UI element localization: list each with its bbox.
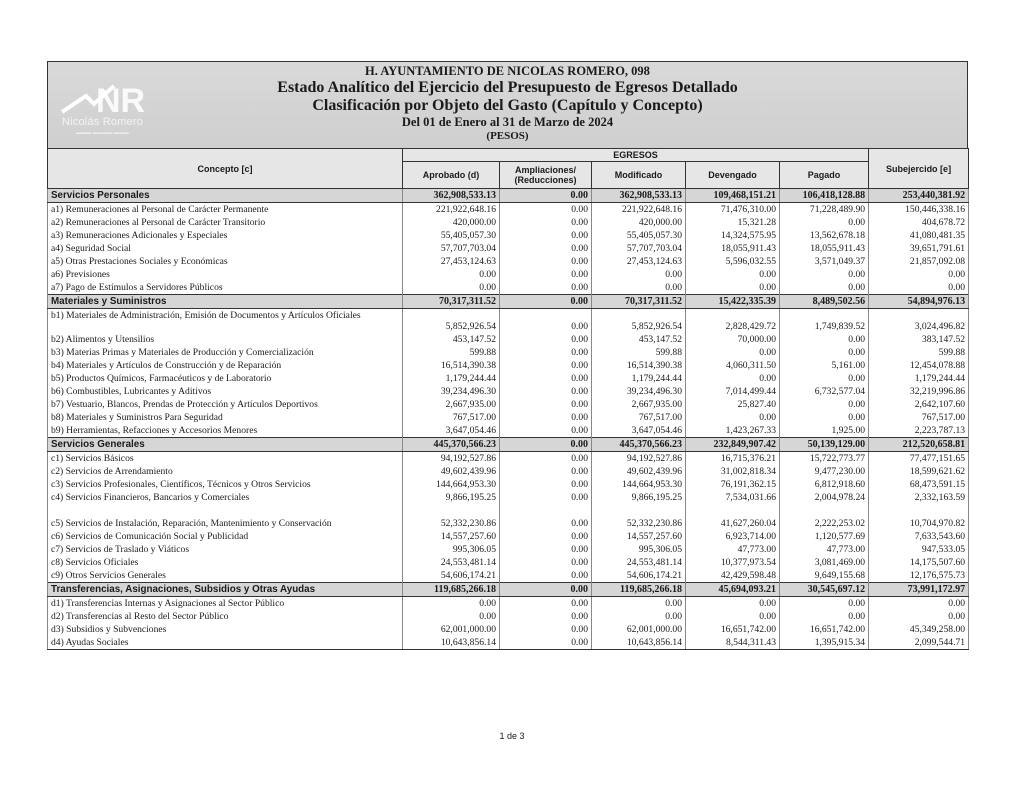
report-header <box>47 61 968 148</box>
cell-concepto: d3) Subsidios y Subvenciones <box>48 623 403 636</box>
cell-subejercido: 599.88 <box>869 346 969 359</box>
cell-modificado: 144,664,953.30 <box>592 478 686 491</box>
cell-aprobado: 3,647,054.46 <box>403 424 500 438</box>
cell-modificado: 16,514,390.38 <box>592 359 686 372</box>
cell-ampliaciones: 0.00 <box>500 242 592 255</box>
table-row <box>48 543 969 556</box>
cell-aprobado: 52,332,230.86 <box>403 504 500 530</box>
cell-ampliaciones: 0.00 <box>500 636 592 650</box>
cell-devengado: 16,651,742.00 <box>686 623 780 636</box>
category-row <box>48 189 969 203</box>
cell-aprobado: 39,234,496.30 <box>403 385 500 398</box>
cell-aprobado: 62,001,000.00 <box>403 623 500 636</box>
cell-aprobado: 14,557,257.60 <box>403 530 500 543</box>
cell-concepto: d1) Transferencias Internas y Asignaciones al Sector Público <box>48 597 403 611</box>
cell-subejercido: 41,080,481.35 <box>869 229 969 242</box>
cell-modificado: 420,000.00 <box>592 216 686 229</box>
report-sheet <box>47 61 968 650</box>
cell-pagado: 0.00 <box>780 281 869 295</box>
cell-subejercido: 21,857,092.08 <box>869 255 969 268</box>
cell-pagado: 106,418,128.88 <box>780 189 869 203</box>
cell-devengado: 2,828,429.72 <box>686 309 780 334</box>
cell-pagado: 5,161.00 <box>780 359 869 372</box>
cell-devengado: 7,534,031.66 <box>686 491 780 504</box>
report-title: Estado Analítico del Ejercicio del Presupuesto de Egresos Detallado <box>277 79 738 96</box>
cell-aprobado: 94,192,527.86 <box>403 452 500 466</box>
cell-concepto: c5) Servicios de Instalación, Reparación, Mantenimiento y Conservación <box>48 504 403 530</box>
cell-pagado: 8,489,502.56 <box>780 295 869 309</box>
cell-ampliaciones: 0.00 <box>500 281 592 295</box>
cell-devengado: 0.00 <box>686 268 780 281</box>
cell-subejercido: 18,599,621.62 <box>869 465 969 478</box>
cell-pagado: 0.00 <box>780 411 869 424</box>
cell-devengado: 16,715,376.21 <box>686 452 780 466</box>
cell-devengado: 1,423,267.33 <box>686 424 780 438</box>
cell-aprobado: 995,306.05 <box>403 543 500 556</box>
category-row <box>48 583 969 597</box>
table-row <box>48 398 969 411</box>
table-row <box>48 309 969 334</box>
cell-concepto: c6) Servicios de Comunicación Social y Publicidad <box>48 530 403 543</box>
cell-subejercido: 150,446,338.16 <box>869 203 969 217</box>
cell-modificado: 0.00 <box>592 597 686 611</box>
cell-subejercido: 2,642,107.60 <box>869 398 969 411</box>
category-row <box>48 438 969 452</box>
cell-aprobado: 599.88 <box>403 346 500 359</box>
cell-pagado: 13,562,678.18 <box>780 229 869 242</box>
cell-subejercido: 212,520,658.81 <box>869 438 969 452</box>
cell-devengado: 18,055,911.43 <box>686 242 780 255</box>
table-row <box>48 424 969 438</box>
cell-modificado: 119,685,266.18 <box>592 583 686 597</box>
table-row <box>48 385 969 398</box>
logo-text: Nicolás Romero <box>62 116 144 128</box>
cell-concepto: c1) Servicios Básicos <box>48 452 403 466</box>
cell-subejercido: 68,473,591.15 <box>869 478 969 491</box>
cell-ampliaciones: 0.00 <box>500 569 592 583</box>
cell-pagado: 0.00 <box>780 268 869 281</box>
cell-subejercido: 253,440,381.92 <box>869 189 969 203</box>
table-row <box>48 281 969 295</box>
cell-subejercido: 77,477,151.65 <box>869 452 969 466</box>
cell-aprobado: 445,370,566.23 <box>403 438 500 452</box>
cell-concepto: c9) Otros Servicios Generales <box>48 569 403 583</box>
table-row <box>48 623 969 636</box>
cell-concepto: a2) Remuneraciones al Personal de Carácter Transitorio <box>48 216 403 229</box>
cell-subejercido: 1,179,244.44 <box>869 372 969 385</box>
cell-aprobado: 49,602,439.96 <box>403 465 500 478</box>
cell-ampliaciones: 0.00 <box>500 543 592 556</box>
cell-aprobado: 0.00 <box>403 597 500 611</box>
table-row <box>48 478 969 491</box>
cell-pagado: 1,925.00 <box>780 424 869 438</box>
svg-text:NR: NR <box>96 82 146 118</box>
cell-devengado: 71,476,310.00 <box>686 203 780 217</box>
table-row <box>48 359 969 372</box>
cell-pagado: 0.00 <box>780 216 869 229</box>
col-concepto: Concepto [c] <box>48 149 403 189</box>
cell-devengado: 41,627,260.04 <box>686 504 780 530</box>
cell-modificado: 52,332,230.86 <box>592 504 686 530</box>
cell-devengado: 31,002,818.34 <box>686 465 780 478</box>
entity-name: H. AYUNTAMIENTO DE NICOLAS ROMERO, 098 <box>365 64 650 78</box>
cell-devengado: 8,544,311.43 <box>686 636 780 650</box>
cell-concepto: Transferencias, Asignaciones, Subsidios y Otras Ayudas <box>48 583 403 597</box>
cell-ampliaciones: 0.00 <box>500 424 592 438</box>
cell-concepto: Servicios Personales <box>48 189 403 203</box>
cell-aprobado: 0.00 <box>403 268 500 281</box>
cell-devengado: 6,923,714.00 <box>686 530 780 543</box>
cell-devengado: 0.00 <box>686 281 780 295</box>
cell-pagado: 0.00 <box>780 398 869 411</box>
cell-devengado: 109,468,151.21 <box>686 189 780 203</box>
cell-ampliaciones: 0.00 <box>500 597 592 611</box>
table-row <box>48 346 969 359</box>
cell-aprobado: 1,179,244.44 <box>403 372 500 385</box>
cell-subejercido: 2,223,787.13 <box>869 424 969 438</box>
cell-ampliaciones: 0.00 <box>500 583 592 597</box>
cell-ampliaciones: 0.00 <box>500 189 592 203</box>
cell-concepto: c4) Servicios Financieros, Bancarios y Comerciales <box>48 491 403 504</box>
cell-subejercido: 39,651,791.61 <box>869 242 969 255</box>
cell-subejercido: 14,175,507.60 <box>869 556 969 569</box>
cell-modificado: 445,370,566.23 <box>592 438 686 452</box>
budget-table <box>47 148 969 650</box>
cell-modificado: 362,908,533.13 <box>592 189 686 203</box>
cell-aprobado: 9,866,195.25 <box>403 491 500 504</box>
cell-modificado: 453,147.52 <box>592 333 686 346</box>
cell-aprobado: 221,922,648.16 <box>403 203 500 217</box>
cell-subejercido: 3,024,496.82 <box>869 309 969 334</box>
cell-subejercido: 10,704,970.82 <box>869 504 969 530</box>
cell-devengado: 0.00 <box>686 597 780 611</box>
cell-modificado: 55,405,057.30 <box>592 229 686 242</box>
cell-devengado: 7,014,499.44 <box>686 385 780 398</box>
cell-aprobado: 0.00 <box>403 610 500 623</box>
cell-aprobado: 2,667,935.00 <box>403 398 500 411</box>
cell-concepto: Materiales y Suministros <box>48 295 403 309</box>
cell-devengado: 0.00 <box>686 346 780 359</box>
report-period: Del 01 de Enero al 31 de Marzo de 2024 <box>401 115 614 129</box>
cell-concepto: b3) Materias Primas y Materiales de Producción y Comercialización <box>48 346 403 359</box>
cell-devengado: 70,000.00 <box>686 333 780 346</box>
cell-subejercido: 12,454,078.88 <box>869 359 969 372</box>
cell-devengado: 232,849,907.42 <box>686 438 780 452</box>
col-aprobado: Aprobado (d) <box>403 162 500 189</box>
cell-modificado: 39,234,496.30 <box>592 385 686 398</box>
cell-pagado: 1,120,577.69 <box>780 530 869 543</box>
table-row <box>48 491 969 504</box>
cell-concepto: a3) Remuneraciones Adicionales y Especiales <box>48 229 403 242</box>
cell-modificado: 0.00 <box>592 610 686 623</box>
cell-devengado: 0.00 <box>686 610 780 623</box>
cell-concepto: a5) Otras Prestaciones Sociales y Económicas <box>48 255 403 268</box>
cell-subejercido: 0.00 <box>869 281 969 295</box>
cell-pagado: 0.00 <box>780 372 869 385</box>
table-row <box>48 465 969 478</box>
report-titles <box>48 64 967 142</box>
table-row <box>48 242 969 255</box>
cell-modificado: 2,667,935.00 <box>592 398 686 411</box>
cell-ampliaciones: 0.00 <box>500 268 592 281</box>
cell-aprobado: 27,453,124.63 <box>403 255 500 268</box>
cell-modificado: 599.88 <box>592 346 686 359</box>
cell-pagado: 0.00 <box>780 333 869 346</box>
cell-pagado: 47,773.00 <box>780 543 869 556</box>
cell-concepto: d2) Transferencias al Resto del Sector Público <box>48 610 403 623</box>
cell-devengado: 15,422,335.39 <box>686 295 780 309</box>
cell-subejercido: 2,099,544.71 <box>869 636 969 650</box>
cell-ampliaciones: 0.00 <box>500 229 592 242</box>
cell-ampliaciones: 0.00 <box>500 359 592 372</box>
cell-devengado: 0.00 <box>686 411 780 424</box>
cell-ampliaciones: 0.00 <box>500 610 592 623</box>
cell-concepto: b4) Materiales y Artículos de Construcción y de Reparación <box>48 359 403 372</box>
cell-concepto: b6) Combustibles, Lubricantes y Aditivos <box>48 385 403 398</box>
cell-pagado: 0.00 <box>780 597 869 611</box>
cell-ampliaciones: 0.00 <box>500 623 592 636</box>
table-row <box>48 504 969 530</box>
cell-concepto: b5) Productos Químicos, Farmacéuticos y de Laboratorio <box>48 372 403 385</box>
cell-pagado: 15,722,773.77 <box>780 452 869 466</box>
cell-pagado: 16,651,742.00 <box>780 623 869 636</box>
cell-concepto: b8) Materiales y Suministros Para Seguridad <box>48 411 403 424</box>
table-row <box>48 268 969 281</box>
cell-pagado: 2,222,253.02 <box>780 504 869 530</box>
cell-modificado: 10,643,856.14 <box>592 636 686 650</box>
cell-modificado: 14,557,257.60 <box>592 530 686 543</box>
cell-devengado: 47,773.00 <box>686 543 780 556</box>
cell-ampliaciones: 0.00 <box>500 346 592 359</box>
cell-modificado: 94,192,527.86 <box>592 452 686 466</box>
table-row <box>48 610 969 623</box>
cell-aprobado: 24,553,481.14 <box>403 556 500 569</box>
cell-concepto: Servicios Generales <box>48 438 403 452</box>
cell-subejercido: 947,533.05 <box>869 543 969 556</box>
cell-modificado: 995,306.05 <box>592 543 686 556</box>
cell-devengado: 25,827.40 <box>686 398 780 411</box>
cell-pagado: 71,228,489.90 <box>780 203 869 217</box>
col-modificado: Modificado <box>592 162 686 189</box>
cell-subejercido: 32,219,996.86 <box>869 385 969 398</box>
cell-subejercido: 45,349,258.00 <box>869 623 969 636</box>
cell-pagado: 50,139,129.00 <box>780 438 869 452</box>
table-row <box>48 452 969 466</box>
col-pagado: Pagado <box>780 162 869 189</box>
cell-subejercido: 2,332,163.59 <box>869 491 969 504</box>
table-row <box>48 636 969 650</box>
table-row <box>48 530 969 543</box>
cell-concepto: b1) Materiales de Administración, Emisión de Documentos y Artículos Oficiales <box>48 309 403 334</box>
col-subejercido: Subejercido [e] <box>869 149 969 189</box>
cell-pagado: 3,571,049.37 <box>780 255 869 268</box>
cell-ampliaciones: 0.00 <box>500 530 592 543</box>
cell-devengado: 76,191,362.15 <box>686 478 780 491</box>
table-row <box>48 372 969 385</box>
table-row <box>48 556 969 569</box>
cell-aprobado: 10,643,856.14 <box>403 636 500 650</box>
cell-concepto: a1) Remuneraciones al Personal de Carácter Permanente <box>48 203 403 217</box>
cell-concepto: c3) Servicios Profesionales, Científicos, Técnicos y Otros Servicios <box>48 478 403 491</box>
cell-ampliaciones: 0.00 <box>500 255 592 268</box>
cell-ampliaciones: 0.00 <box>500 398 592 411</box>
page-number: 1 de 3 <box>499 731 525 741</box>
cell-modificado: 767,517.00 <box>592 411 686 424</box>
cell-subejercido: 73,991,172.97 <box>869 583 969 597</box>
cell-pagado: 6,732,577.04 <box>780 385 869 398</box>
cell-ampliaciones: 0.00 <box>500 556 592 569</box>
cell-concepto: a6) Previsiones <box>48 268 403 281</box>
cell-subejercido: 767,517.00 <box>869 411 969 424</box>
cell-aprobado: 5,852,926.54 <box>403 309 500 334</box>
cell-ampliaciones: 0.00 <box>500 491 592 504</box>
col-egresos: EGRESOS <box>403 149 869 162</box>
col-ampliaciones: Ampliaciones/ (Reducciones) <box>500 162 592 189</box>
cell-ampliaciones: 0.00 <box>500 333 592 346</box>
cell-concepto: d4) Ayudas Sociales <box>48 636 403 650</box>
report-subtitle: Clasificación por Objeto del Gasto (Capítulo y Concepto) <box>312 97 703 114</box>
cell-subejercido: 0.00 <box>869 597 969 611</box>
cell-ampliaciones: 0.00 <box>500 385 592 398</box>
cell-subejercido: 0.00 <box>869 610 969 623</box>
cell-ampliaciones: 0.00 <box>500 438 592 452</box>
cell-modificado: 0.00 <box>592 281 686 295</box>
cell-modificado: 9,866,195.25 <box>592 491 686 504</box>
cell-modificado: 27,453,124.63 <box>592 255 686 268</box>
cell-aprobado: 767,517.00 <box>403 411 500 424</box>
cell-devengado: 4,060,311.50 <box>686 359 780 372</box>
cell-ampliaciones: 0.00 <box>500 216 592 229</box>
cell-modificado: 70,317,311.52 <box>592 295 686 309</box>
table-row <box>48 333 969 346</box>
cell-modificado: 54,606,174.21 <box>592 569 686 583</box>
cell-aprobado: 57,707,703.04 <box>403 242 500 255</box>
cell-devengado: 15,321.28 <box>686 216 780 229</box>
cell-pagado: 2,004,978.24 <box>780 491 869 504</box>
logo-subline: ▬▬▬ ▬▬▬▬ ▬▬▬ <box>76 130 129 136</box>
cell-devengado: 0.00 <box>686 372 780 385</box>
cell-pagado: 6,812,918.60 <box>780 478 869 491</box>
cell-subejercido: 7,633,543.60 <box>869 530 969 543</box>
cell-ampliaciones: 0.00 <box>500 295 592 309</box>
cell-concepto: b7) Vestuario, Blancos, Prendas de Protección y Artículos Deportivos <box>48 398 403 411</box>
cell-concepto: a4) Seguridad Social <box>48 242 403 255</box>
cell-concepto: a7) Pago de Estímulos a Servidores Públicos <box>48 281 403 295</box>
cell-devengado: 45,694,093.21 <box>686 583 780 597</box>
cell-aprobado: 144,664,953.30 <box>403 478 500 491</box>
cell-aprobado: 55,405,057.30 <box>403 229 500 242</box>
cell-devengado: 42,429,598.48 <box>686 569 780 583</box>
cell-ampliaciones: 0.00 <box>500 372 592 385</box>
table-row <box>48 569 969 583</box>
table-row <box>48 411 969 424</box>
col-devengado: Devengado <box>686 162 780 189</box>
cell-aprobado: 16,514,390.38 <box>403 359 500 372</box>
cell-modificado: 24,553,481.14 <box>592 556 686 569</box>
table-body <box>48 189 969 650</box>
cell-ampliaciones: 0.00 <box>500 203 592 217</box>
cell-pagado: 30,545,697.12 <box>780 583 869 597</box>
cell-pagado: 9,477,230.00 <box>780 465 869 478</box>
cell-devengado: 5,596,032.55 <box>686 255 780 268</box>
cell-pagado: 18,055,911.43 <box>780 242 869 255</box>
cell-devengado: 10,377,973.54 <box>686 556 780 569</box>
cell-aprobado: 362,908,533.13 <box>403 189 500 203</box>
cell-pagado: 0.00 <box>780 346 869 359</box>
cell-modificado: 221,922,648.16 <box>592 203 686 217</box>
cell-subejercido: 12,176,575.73 <box>869 569 969 583</box>
cell-modificado: 49,602,439.96 <box>592 465 686 478</box>
cell-modificado: 5,852,926.54 <box>592 309 686 334</box>
report-units: (PESOS) <box>486 130 529 142</box>
cell-subejercido: 54,894,976.13 <box>869 295 969 309</box>
cell-devengado: 14,324,575.95 <box>686 229 780 242</box>
cell-concepto: b2) Alimentos y Utensilios <box>48 333 403 346</box>
cell-pagado: 0.00 <box>780 610 869 623</box>
category-row <box>48 295 969 309</box>
cell-subejercido: 383,147.52 <box>869 333 969 346</box>
cell-modificado: 62,001,000.00 <box>592 623 686 636</box>
cell-concepto: c8) Servicios Oficiales <box>48 556 403 569</box>
table-row <box>48 216 969 229</box>
cell-ampliaciones: 0.00 <box>500 504 592 530</box>
cell-modificado: 3,647,054.46 <box>592 424 686 438</box>
cell-concepto: c2) Servicios de Arrendamiento <box>48 465 403 478</box>
cell-concepto: c7) Servicios de Traslado y Viáticos <box>48 543 403 556</box>
cell-aprobado: 119,685,266.18 <box>403 583 500 597</box>
cell-modificado: 1,179,244.44 <box>592 372 686 385</box>
cell-ampliaciones: 0.00 <box>500 452 592 466</box>
cell-subejercido: 404,678.72 <box>869 216 969 229</box>
cell-aprobado: 420,000.00 <box>403 216 500 229</box>
cell-pagado: 3,081,469.00 <box>780 556 869 569</box>
cell-modificado: 57,707,703.04 <box>592 242 686 255</box>
cell-ampliaciones: 0.00 <box>500 465 592 478</box>
cell-pagado: 1,749,839.52 <box>780 309 869 334</box>
cell-subejercido: 0.00 <box>869 268 969 281</box>
cell-aprobado: 54,606,174.21 <box>403 569 500 583</box>
cell-aprobado: 70,317,311.52 <box>403 295 500 309</box>
table-row <box>48 255 969 268</box>
table-row <box>48 203 969 217</box>
cell-ampliaciones: 0.00 <box>500 411 592 424</box>
cell-aprobado: 0.00 <box>403 281 500 295</box>
table-row <box>48 229 969 242</box>
cell-ampliaciones: 0.00 <box>500 309 592 334</box>
cell-aprobado: 453,147.52 <box>403 333 500 346</box>
table-row <box>48 597 969 611</box>
cell-concepto: b9) Herramientas, Refacciones y Accesorios Menores <box>48 424 403 438</box>
cell-ampliaciones: 0.00 <box>500 478 592 491</box>
cell-modificado: 0.00 <box>592 268 686 281</box>
cell-pagado: 9,649,155.68 <box>780 569 869 583</box>
cell-pagado: 1,395,915.34 <box>780 636 869 650</box>
